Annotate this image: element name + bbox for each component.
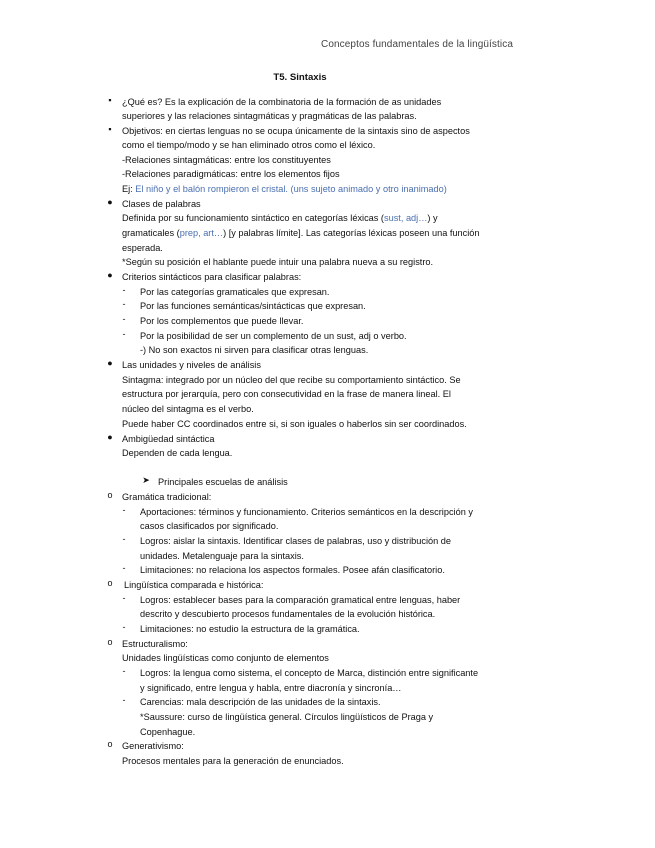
- text-segment: Por la posibilidad de ser un complemento de un sust, adj o verbo.: [140, 331, 407, 341]
- text-line: [122, 432, 214, 446]
- list-marker: ▪: [108, 95, 112, 105]
- text-line: [140, 534, 451, 548]
- text-segment: Procesos mentales para la generación de enunciados.: [122, 756, 344, 766]
- text-line: [122, 402, 254, 416]
- text-segment: casos clasificados por significado.: [140, 521, 279, 531]
- text-segment: Por las funciones semánticas/sintácticas que expresan.: [140, 301, 366, 311]
- text-line: [122, 754, 344, 768]
- text-line: [122, 417, 467, 431]
- text-segment: Objetivos: en ciertas lenguas no se ocupa únicamente de la sintaxis sino de aspectos: [122, 126, 470, 136]
- text-line: [140, 607, 435, 621]
- text-segment: Por las categorías gramaticales que expresan.: [140, 287, 330, 297]
- text-segment: -Relaciones sintagmáticas: entre los constituyentes: [122, 155, 331, 165]
- list-marker: -: [122, 563, 126, 573]
- text-line: [122, 197, 201, 211]
- text-segment: -) No son exactos ni sirven para clasificar otras lenguas.: [140, 345, 369, 355]
- list-marker: -: [122, 622, 126, 632]
- text-line: [122, 387, 451, 401]
- text-segment: *Saussure: curso de lingüística general. Círculos lingüísticos de Praga y: [140, 712, 434, 722]
- text-segment: Ambigüedad sintáctica: [122, 434, 215, 444]
- text-segment: Copenhague.: [140, 727, 196, 737]
- text-segment: Criterios sintácticos para clasificar palabras:: [122, 272, 302, 282]
- text-segment: Puede haber CC coordinados entre si, si son iguales o haberlos sin ser coordinados.: [122, 419, 467, 429]
- text-segment: Logros: la lengua como sistema, el concepto de Marca, distinción entre significante: [140, 668, 479, 678]
- list-marker: ➤: [142, 475, 150, 485]
- text-segment: Por los complementos que puede llevar.: [140, 316, 304, 326]
- text-line: [122, 255, 433, 269]
- text-segment: gramaticales (: [122, 228, 180, 238]
- text-line: [140, 563, 445, 577]
- text-segment: Limitaciones: no relaciona los aspectos formales. Posee afán clasificatorio.: [140, 565, 445, 575]
- list-marker: -: [122, 299, 126, 309]
- list-marker: -: [122, 593, 126, 603]
- text-segment: descrito y descubierto procesos fundamentales de la evolución histórica.: [140, 609, 436, 619]
- list-marker: ▪: [108, 124, 112, 134]
- list-marker: ●: [107, 358, 113, 368]
- doc-title: T5. Sintaxis: [273, 72, 327, 83]
- text-line: [140, 695, 381, 709]
- text-line: [124, 578, 263, 592]
- list-marker: o: [107, 490, 113, 500]
- text-segment: Carencias: mala descripción de las unidades de la sintaxis.: [140, 697, 381, 707]
- text-line: [140, 329, 407, 343]
- text-segment: Clases de palabras: [122, 199, 201, 209]
- list-marker: -: [122, 314, 126, 324]
- text-line: [140, 549, 304, 563]
- text-segment: Las unidades y niveles de análisis: [122, 360, 261, 370]
- text-segment: Estructuralismo:: [122, 639, 188, 649]
- text-line: [140, 519, 278, 533]
- text-segment: ¿Qué es? Es la explicación de la combinatoria de la formación de as unidades: [122, 97, 442, 107]
- text-line: [122, 490, 211, 504]
- text-line: [122, 373, 461, 387]
- text-line: [122, 739, 184, 753]
- text-segment: Logros: aislar la sintaxis. Identificar clases de palabras, uso y distribución de: [140, 536, 452, 546]
- text-segment: -Relaciones paradigmáticas: entre los elementos fijos: [122, 169, 340, 179]
- text-line: [140, 666, 478, 680]
- text-segment: como el tiempo/modo y se han eliminado otros como el léxico.: [122, 140, 376, 150]
- text-line: [122, 446, 232, 460]
- text-segment: estructura por jerarquía, pero con consecutividad en la frase de manera lineal. El: [122, 389, 451, 399]
- text-line: [140, 299, 366, 313]
- text-segment: Generativismo:: [122, 741, 184, 751]
- list-marker: -: [122, 285, 126, 295]
- text-segment: Definida por su funcionamiento sintáctico en categorías léxicas (: [122, 213, 384, 223]
- list-marker: ●: [107, 270, 113, 280]
- text-line: [140, 285, 329, 299]
- list-marker: -: [122, 534, 126, 544]
- text-segment: superiores y las relaciones sintagmáticas y pragmáticas de las palabras.: [122, 111, 417, 121]
- list-marker: o: [107, 578, 113, 588]
- list-marker: ●: [107, 432, 113, 442]
- text-segment: esperada.: [122, 243, 163, 253]
- text-line: [122, 138, 375, 152]
- text-segment: unidades. Metalenguaje para la sintaxis.: [140, 551, 304, 561]
- text-line: [122, 167, 340, 181]
- text-line: [122, 109, 417, 123]
- text-line: [140, 593, 460, 607]
- text-line: [122, 124, 470, 138]
- text-segment: Dependen de cada lengua.: [122, 448, 233, 458]
- list-marker: -: [122, 666, 126, 676]
- text-line: [122, 270, 301, 284]
- text-line: [140, 343, 368, 357]
- list-marker: o: [107, 637, 113, 647]
- text-line: [122, 182, 447, 196]
- text-segment: *Según su posición el hablante puede intuir una palabra nueva a su registro.: [122, 257, 434, 267]
- text-segment: Logros: establecer bases para la comparación gramatical entre lenguas, haber: [140, 595, 461, 605]
- text-line: [140, 710, 433, 724]
- example-text: El niño y el balón rompieron el cristal. (uns sujeto animado y otro inanimado): [135, 184, 447, 194]
- page-header: Conceptos fundamentales de la lingüística: [321, 39, 513, 50]
- text-line: [140, 314, 303, 328]
- list-marker: -: [122, 329, 126, 339]
- text-line: [140, 505, 473, 519]
- example-text: sust, adj…: [383, 213, 428, 223]
- list-marker: o: [107, 739, 113, 749]
- text-segment: Aportaciones: términos y funcionamiento. Criterios semánticos en la descripción y: [140, 507, 473, 517]
- text-line: [122, 153, 331, 167]
- text-line: [140, 725, 195, 739]
- text-segment: Gramática tradicional:: [122, 492, 212, 502]
- text-segment: Unidades lingüísticas como conjunto de elementos: [122, 653, 329, 663]
- text-line: [122, 358, 261, 372]
- text-line: [122, 226, 479, 240]
- text-line: [140, 681, 402, 695]
- text-line: [122, 651, 329, 665]
- text-segment: Principales escuelas de análisis: [158, 477, 288, 487]
- text-line: [122, 241, 163, 255]
- list-marker: -: [122, 695, 126, 705]
- text-segment: núcleo del sintagma es el verbo.: [122, 404, 254, 414]
- text-segment: Ej:: [122, 184, 136, 194]
- text-line: [122, 637, 188, 651]
- text-segment: y significado, entre lengua y habla, entre diacronía y sincronía…: [140, 683, 402, 693]
- text-segment: Limitaciones: no estudio la estructura de la gramática.: [140, 624, 360, 634]
- text-line: [140, 622, 360, 636]
- list-marker: -: [122, 505, 126, 515]
- text-line: [122, 211, 438, 225]
- text-line: [122, 95, 441, 109]
- example-text: prep, art…: [179, 228, 224, 238]
- text-line: [158, 475, 288, 489]
- list-marker: ●: [107, 197, 113, 207]
- text-segment: Lingüística comparada e histórica:: [124, 580, 264, 590]
- text-segment: ) [y palabras límite]. Las categorías léxicas poseen una función: [223, 228, 480, 238]
- text-segment: Sintagma: integrado por un núcleo del que recibe su comportamiento sintáctico. Se: [122, 375, 461, 385]
- text-segment: ) y: [427, 213, 438, 223]
